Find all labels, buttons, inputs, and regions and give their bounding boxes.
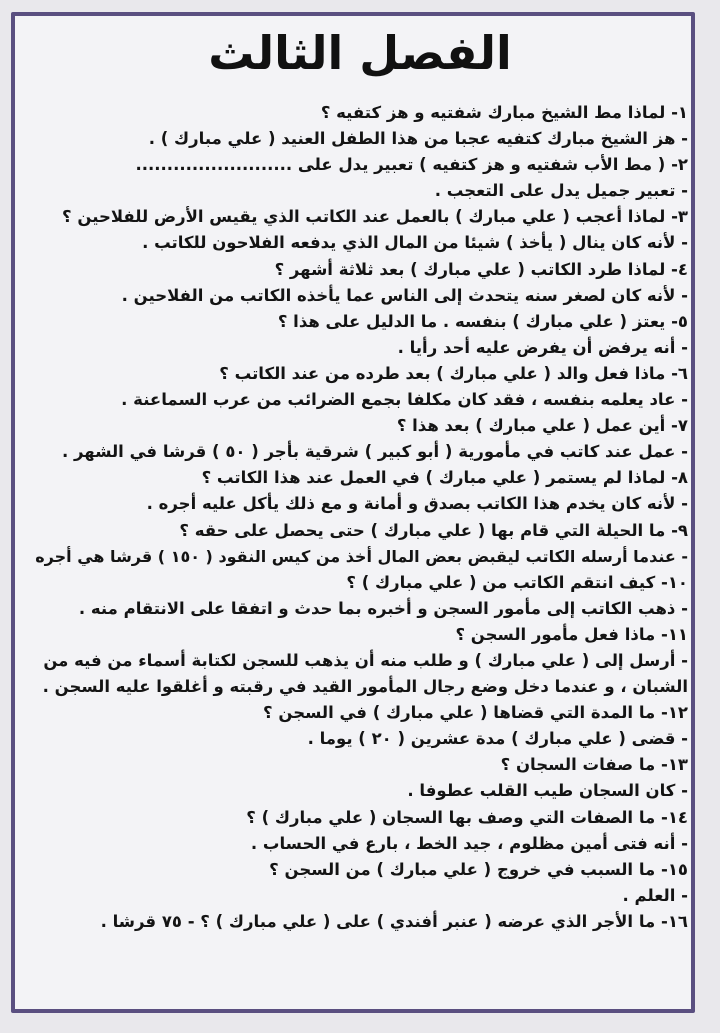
text-line: ٣- لماذا أعجب ( علي مبارك ) بالعمل عند الكاتب الذي يقيس الأرض للفلاحين ؟ (62, 207, 688, 227)
text-line: - لأنه كان يخدم هذا الكاتب بصدق و أمانة و مع ذلك يأكل عليه أجره . (146, 494, 688, 514)
text-line: ١٤- ما الصفات التي وصف بها السجان ( علي مبارك ) ؟ (246, 807, 688, 827)
text-line: - هز الشيخ مبارك كتفيه عجبا من هذا الطفل العنيد ( علي مبارك ) . (148, 129, 688, 149)
text-line: ١٥- ما السبب في خروج ( علي مبارك ) من السجن ؟ (269, 859, 688, 879)
text-line: - لأنه كان لصغر سنه يتحدث إلى الناس عما يأخذه الكاتب من الفلاحين . (121, 285, 688, 305)
text-line: ٩- ما الحيلة التي قام بها ( علي مبارك ) حتى يحصل على حقه ؟ (179, 520, 688, 540)
text-line: الشبان ، و عندما دخل وضع رجال المأمور القيد في رقبته و أغلقوا عليه السجن . (42, 677, 688, 697)
text-line: - عندما أرسله الكاتب ليقبض بعض المال أخذ من كيس النقود ( ١٥٠ ) قرشا هي أجره (35, 546, 688, 566)
text-line: ٦- ماذا فعل والد ( علي مبارك ) بعد طرده من عند الكاتب ؟ (219, 363, 688, 383)
text-line: ٥- يعتز ( علي مبارك ) بنفسه . ما الدليل على هذا ؟ (277, 311, 688, 331)
text-line: ٤- لماذا طرد الكاتب ( علي مبارك ) بعد ثلاثة أشهر ؟ (274, 259, 688, 279)
text-line: - أنه فتى أمين مظلوم ، جيد الخط ، بارع في الحساب . (250, 833, 688, 853)
text-line: - العلم . (622, 885, 688, 905)
text-line: - أنه يرفض أن يفرض عليه أحد رأيا . (397, 337, 688, 357)
text-line: ١٣- ما صفات السجان ؟ (500, 755, 688, 775)
text-line: ١٠- كيف انتقم الكاتب من ( علي مبارك ) ؟ (346, 572, 688, 592)
text-line: - كان السجان طيب القلب عطوفا . (407, 781, 688, 801)
text-line: ١٦- ما الأجر الذي عرضه ( عنبر أفندي ) على ( علي مبارك ) ؟ - ٧٥ قرشا . (100, 911, 688, 931)
text-line: - لأنه كان ينال ( يأخذ ) شيئا من المال الذي يدفعه الفلاحون للكاتب . (142, 233, 688, 253)
question-answer-list (24, 100, 688, 935)
text-line: - أرسل إلى ( علي مبارك ) و طلب منه أن يذهب للسجن لكتابة أسماء من فيه من (43, 650, 688, 670)
text-line: ٧- أين عمل ( علي مبارك ) بعد هذا ؟ (396, 416, 688, 436)
text-line: - تعبير جميل يدل على التعجب . (434, 181, 688, 201)
text-line: ١- لماذا مط الشيخ مبارك شفتيه و هز كتفيه ؟ (320, 103, 688, 122)
text-line: ٢- ( مط الأب شفتيه و هز كتفيه ) تعبير يدل على ......................... (135, 155, 688, 175)
text-line: - عاد يعلمه بنفسه ، فقد كان مكلفا بجمع الضرائب من عرب السماعنة . (121, 390, 688, 410)
text-line: - عمل عند كاتب في مأمورية ( أبو كبير ) شرقية بأجر ( ٥٠ ) قرشا في الشهر . (62, 442, 688, 462)
page-title: الفصل الثالث (208, 26, 512, 80)
text-line: ١٢- ما المدة التي قضاها ( علي مبارك ) في السجن ؟ (263, 703, 688, 723)
text-line: - قضى ( علي مبارك ) مدة عشرين ( ٢٠ ) يوما . (307, 729, 688, 749)
text-line: ١١- ماذا فعل مأمور السجن ؟ (455, 624, 688, 644)
text-line: ٨- لماذا لم يستمر ( علي مبارك ) في العمل عند هذا الكاتب ؟ (201, 468, 688, 488)
text-line: - ذهب الكاتب إلى مأمور السجن و أخبره بما حدث و اتفقا على الانتقام منه . (78, 598, 688, 618)
